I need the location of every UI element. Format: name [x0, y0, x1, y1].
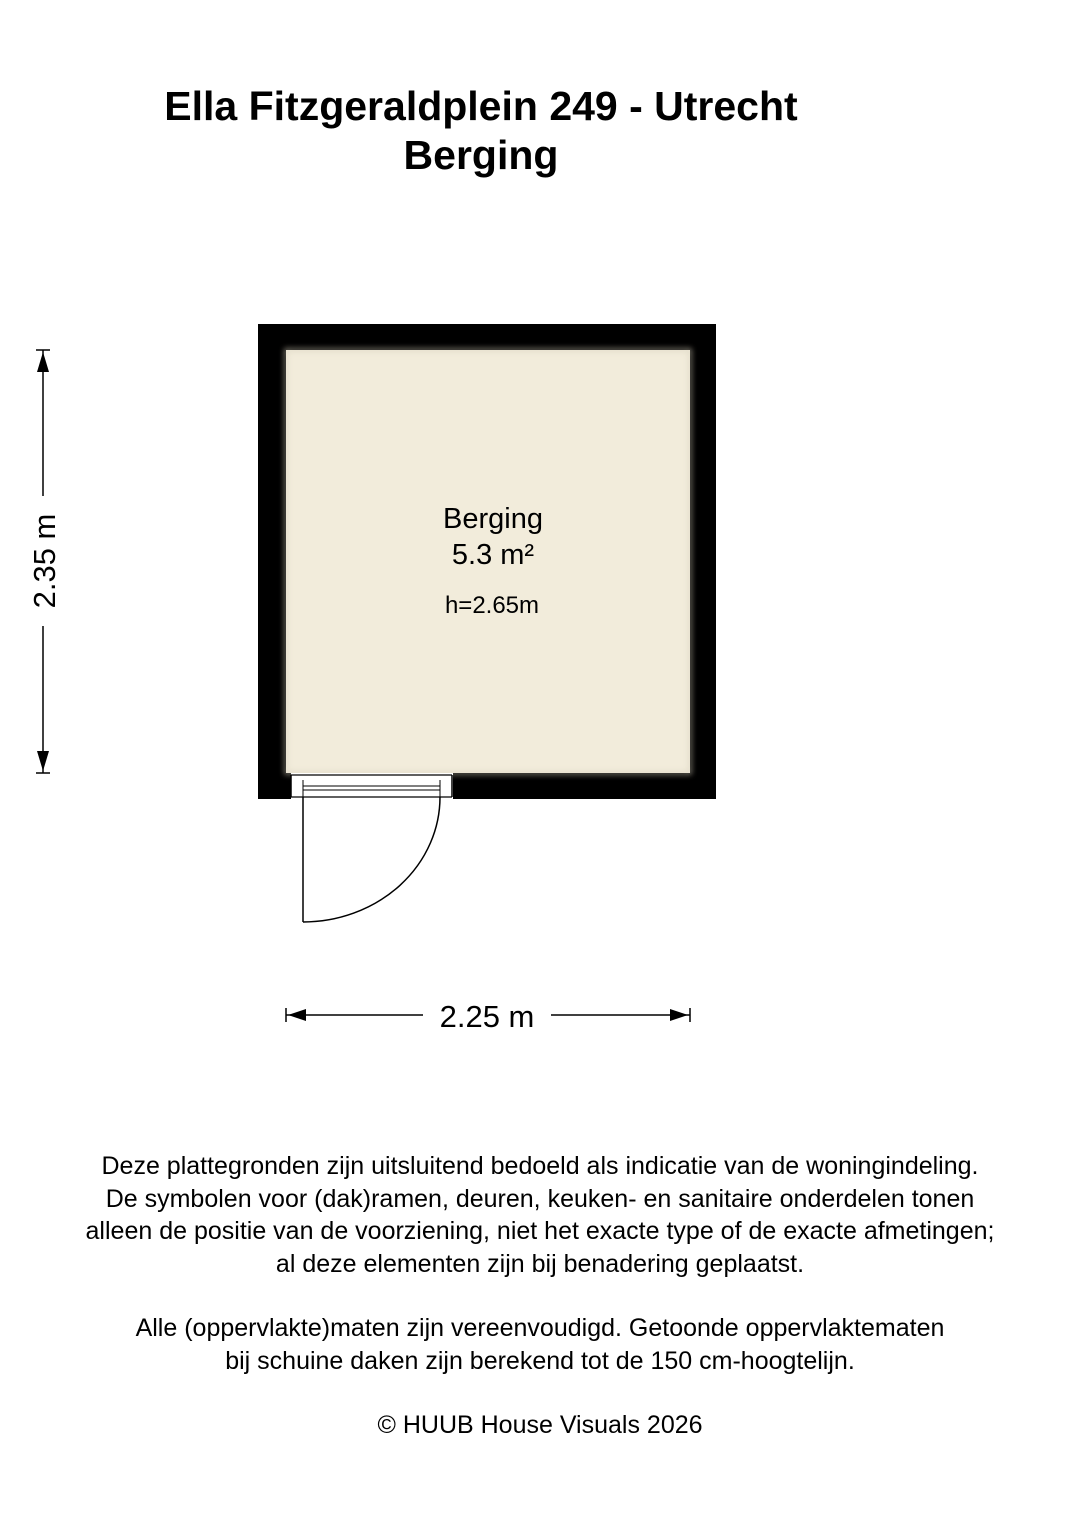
address-title: Ella Fitzgeraldplein 249 - Utrecht	[164, 83, 798, 129]
vertical-dimension-label: 2.35 m	[27, 513, 62, 609]
disclaimer-line: al deze elementen zijn bij benadering geplaatst.	[275, 1249, 805, 1278]
disclaimer-line: De symbolen voor (dak)ramen, deuren, keuken- en sanitaire onderdelen tonen	[105, 1184, 975, 1213]
disclaimer-line: Alle (oppervlakte)maten zijn vereenvoudigd. Getoonde oppervlaktematen	[135, 1314, 945, 1342]
door	[291, 773, 453, 922]
disclaimer-line: Deze plattegronden zijn uitsluitend bedoeld als indicatie van de woningindeling.	[101, 1152, 979, 1180]
copyright: © HUUB House Visuals 2026	[377, 1411, 703, 1439]
room-name: Berging	[443, 503, 543, 535]
disclaimer-line: bij schuine daken zijn berekend tot de 150 cm-hoogtelijn.	[225, 1346, 855, 1375]
room-area: 5.3 m²	[451, 539, 535, 571]
vertical-dimension	[27, 350, 62, 773]
room-height: h=2.65m	[444, 592, 540, 619]
horizontal-dimension-label: 2.25 m	[439, 999, 535, 1034]
disclaimer-paragraph-2	[0, 1312, 1080, 1377]
disclaimer	[0, 1150, 1080, 1442]
level-title: Berging	[403, 132, 559, 178]
disclaimer-paragraph-1	[0, 1150, 1080, 1280]
door-swing-arc	[303, 797, 440, 922]
disclaimer-line: alleen de positie van de voorziening, niet het exacte type of de exacte afmetingen;	[85, 1217, 995, 1245]
horizontal-dimension	[286, 999, 690, 1034]
